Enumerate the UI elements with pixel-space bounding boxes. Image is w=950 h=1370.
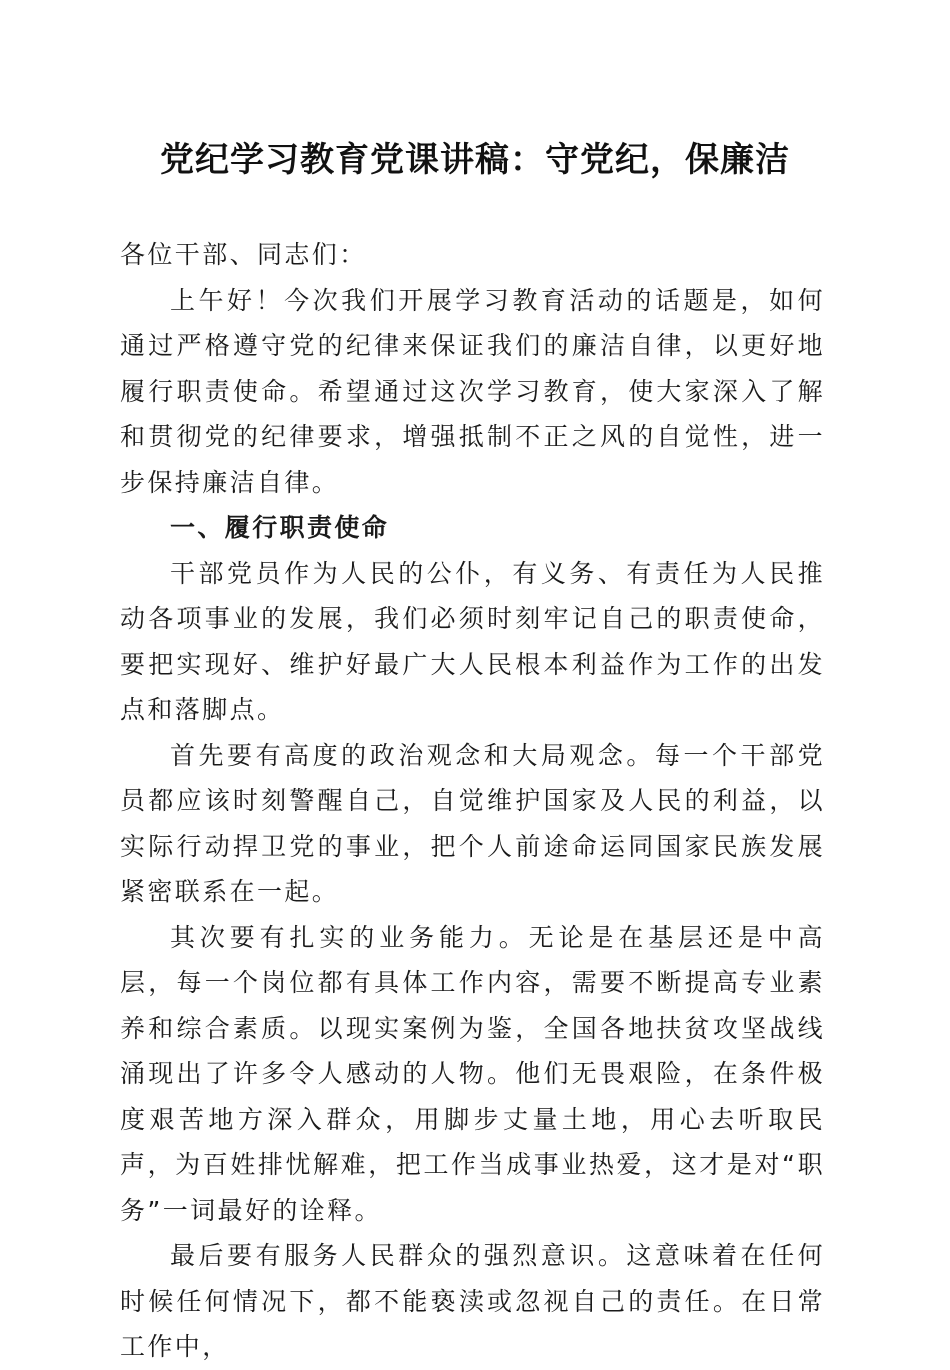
paragraph: 最后要有服务人民群众的强烈意识。这意味着在任何时候任何情况下，都不能亵渎或忽视自己的责任。在日常工作中， bbox=[120, 1241, 825, 1361]
salutation: 各位干部、同志们： bbox=[120, 240, 367, 269]
paragraph: 其次要有扎实的业务能力。无论是在基层还是中高层，每一个岗位都有具体工作内容，需要不断提高专业素养和综合素质。以现实案例为鉴，全国各地扶贫攻坚战线涌现出了许多令人感动的人物。他们无畏艰险，在条件极度艰苦地方深入群众，用脚步丈量土地，用心去听取民声，为百姓排忧解难，把工作当成事业热爱，这才是对“职务”一词最好的诠释。 bbox=[120, 922, 825, 1225]
document-body bbox=[120, 232, 825, 1370]
paragraph-greeting: 上午好！今次我们开展学习教育活动的话题是，如何通过严格遵守党的纪律来保证我们的廉洁自律，以更好地履行职责使命。希望通过这次学习教育，使大家深入了解和贯彻党的纪律要求，增强抵制不正之风的自觉性，进一步保持廉洁自律。 bbox=[120, 285, 825, 497]
document-title: 党纪学习教育党课讲稿：守党纪，保廉洁 bbox=[160, 140, 790, 180]
paragraph: 干部党员作为人民的公仆，有义务、有责任为人民推动各项事业的发展，我们必须时刻牢记自己的职责使命，要把实现好、维护好最广大人民根本利益作为工作的出发点和落脚点。 bbox=[120, 558, 825, 724]
paragraph: 首先要有高度的政治观念和大局观念。每一个干部党员都应该时刻警醒自己，自觉维护国家及人民的利益，以实际行动捍卫党的事业，把个人前途命运同国家民族发展紧密联系在一起。 bbox=[120, 740, 825, 906]
section-heading-1: 一、履行职责使命 bbox=[170, 513, 390, 542]
